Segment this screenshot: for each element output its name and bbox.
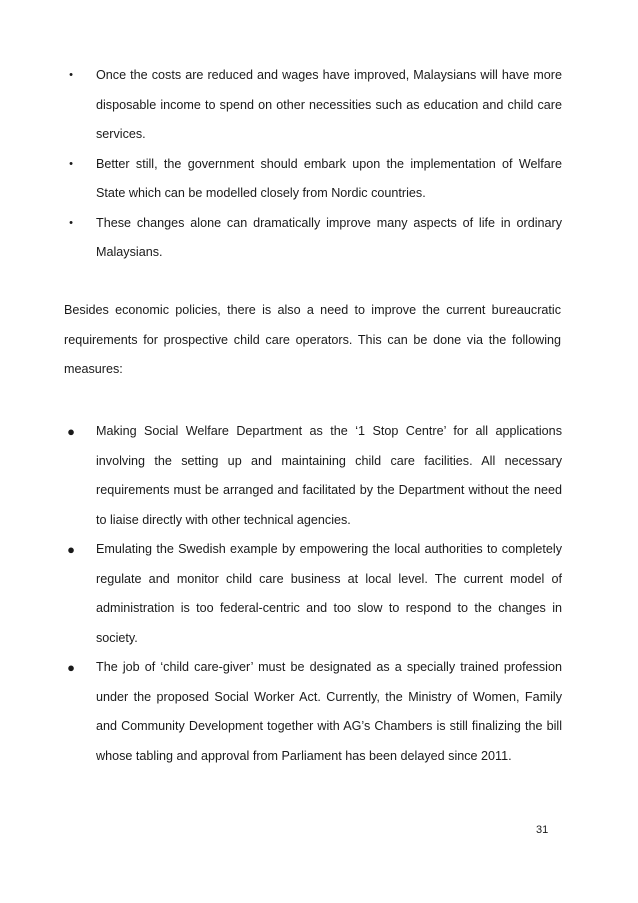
bullet-icon: ● [67, 660, 75, 675]
list-item-text: Emulating the Swedish example by empowering the local authorities to completely regulate and monitor child care business at local level. The current model of administration is too federal-centric and too slow to respond to the changes in society. [96, 542, 562, 645]
list-item [0, 653, 562, 771]
list-item [0, 417, 562, 535]
bullet-icon: • [69, 69, 73, 81]
bullet-icon: • [69, 216, 73, 229]
bullet-list-benefits [0, 61, 638, 268]
list-item-text: The job of ‘child care-giver’ must be designated as a specially trained profession under the proposed Social Worker Act. Currently, the Ministry of Women, Family and Community Development together with AG’s Chambers is still finalizing the bill whose tabling and approval from Parliament has been delayed since 2011. [96, 660, 562, 763]
list-item-text: These changes alone can dramatically improve many aspects of life in ordinary Malaysians. [96, 215, 562, 259]
bullet-list-measures [0, 417, 638, 771]
list-item [0, 61, 562, 150]
page-number: 31 [536, 824, 549, 836]
bullet-icon: ● [67, 542, 75, 557]
list-item [0, 535, 562, 653]
body-paragraph: Besides economic policies, there is also a need to improve the current bureaucratic requirements for prospective child care operators. This can be done via the following measures: [64, 303, 561, 376]
list-item-text: Once the costs are reduced and wages have improved, Malaysians will have more disposable income to spend on other necessities such as education and child care services. [96, 68, 562, 141]
list-item [0, 150, 562, 209]
list-item-text: Better still, the government should embark upon the implementation of Welfare State which can be modelled closely from Nordic countries. [96, 156, 562, 200]
bullet-icon: • [69, 157, 73, 170]
list-item [0, 209, 562, 268]
bullet-icon: ● [67, 424, 75, 439]
list-item-text: Making Social Welfare Department as the ‘1 Stop Centre’ for all applications involving the setting up and maintaining child care facilities. All necessary requirements must be arranged and facilitated by the Department without the need to liaise directly with other technical agencies. [96, 424, 562, 527]
